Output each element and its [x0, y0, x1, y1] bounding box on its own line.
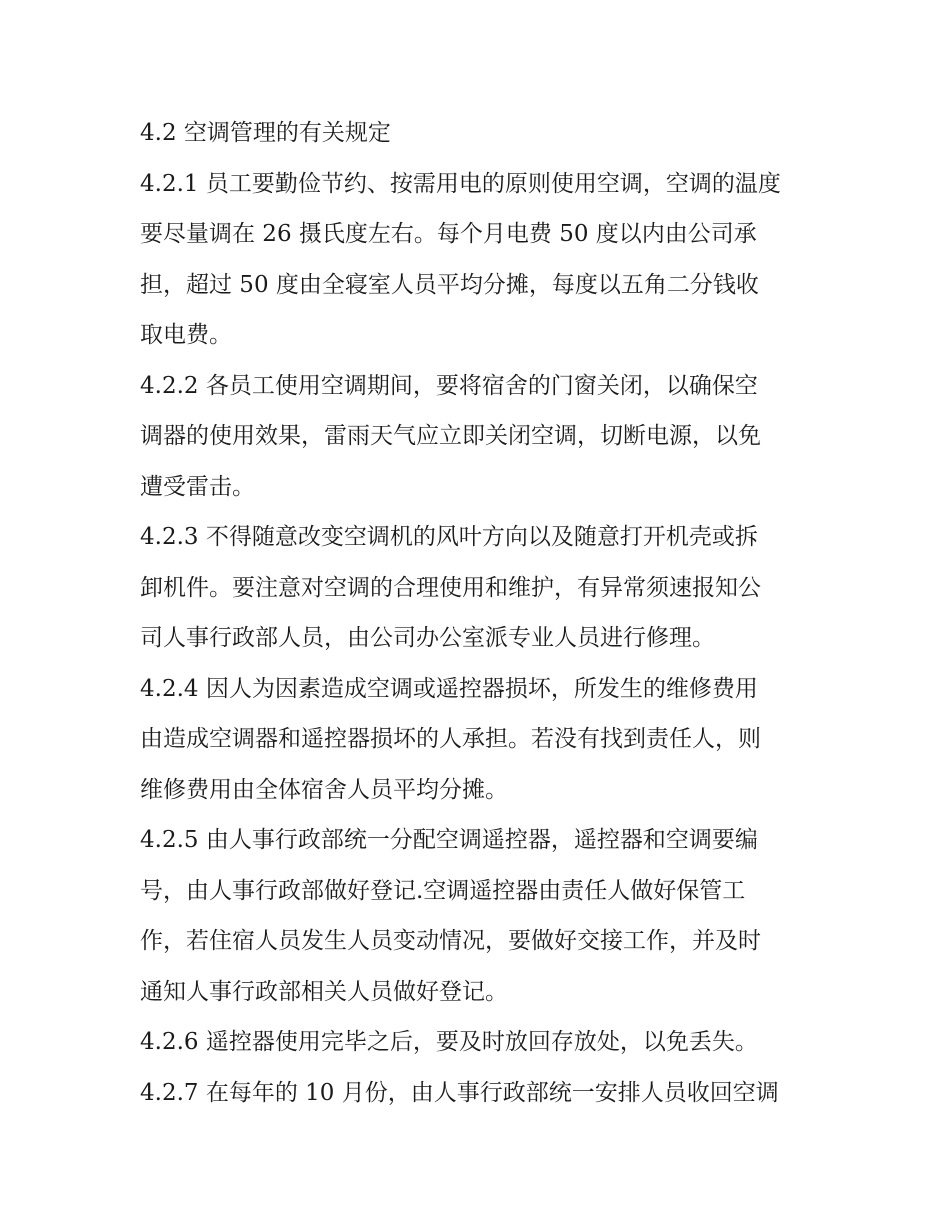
paragraph-4-2-2	[140, 361, 820, 513]
text-line: 4.2.7 在每年的 10 月份，由人事行政部统一安排人员收回空调	[140, 1079, 779, 1106]
text-line: 4.2.4 因人为因素造成空调或遥控器损坏，所发生的维修费用	[140, 675, 758, 702]
paragraph-4-2-6	[140, 1017, 820, 1068]
text-line: 号，由人事行政部做好登记.空调遥控器由责任人做好保管工	[140, 877, 746, 904]
text-line: 4.2 空调管理的有关规定	[140, 120, 391, 146]
document-page	[140, 108, 820, 1118]
text-line: 由造成空调器和遥控器损坏的人承担。若没有找到责任人，则	[140, 726, 761, 752]
text-line: 要尽量调在 26 摄氏度左右。每个月电费 50 度以内由公司承	[140, 221, 757, 247]
text-line: 作，若住宿人员发生人员变动情况，要做好交接工作，并及时	[140, 928, 761, 954]
text-line: 4.2.2 各员工使用空调期间，要将宿舍的门窗关闭，以确保空	[140, 372, 758, 399]
section-heading	[140, 108, 820, 159]
text-line: 司人事行政部人员，由公司办公室派专业人员进行修理。	[140, 625, 715, 651]
text-line: 通知人事行政部相关人员做好登记。	[140, 978, 508, 1005]
text-line: 4.2.5 由人事行政部统一分配空调遥控器，遥控器和空调要编	[140, 827, 758, 853]
text-line: 调器的使用效果，雷雨天气应立即关闭空调，切断电源，以免	[140, 423, 761, 449]
paragraph-4-2-1	[140, 159, 820, 361]
text-line: 4.2.1 员工要勤俭节约、按需用电的原则使用空调，空调的温度	[140, 170, 781, 197]
text-line: 担，超过 50 度由全寝室人员平均分摊，每度以五角二分钱收	[140, 271, 759, 298]
paragraph-4-2-5	[140, 815, 820, 1017]
text-line: 取电费。	[140, 322, 232, 348]
paragraph-4-2-4	[140, 664, 820, 816]
text-line: 遭受雷击。	[140, 473, 255, 500]
text-line: 维修费用由全体宿舍人员平均分摊。	[140, 776, 508, 803]
paragraph-4-2-3	[140, 512, 820, 664]
text-line: 4.2.6 遥控器使用完毕之后，要及时放回存放处，以免丢失。	[140, 1029, 758, 1055]
paragraph-4-2-7	[140, 1068, 820, 1119]
text-line: 卸机件。要注意对空调的合理使用和维护，有异常须速报知公	[140, 574, 761, 601]
text-line: 4.2.3 不得随意改变空调机的风叶方向以及随意打开机壳或拆	[140, 524, 758, 550]
